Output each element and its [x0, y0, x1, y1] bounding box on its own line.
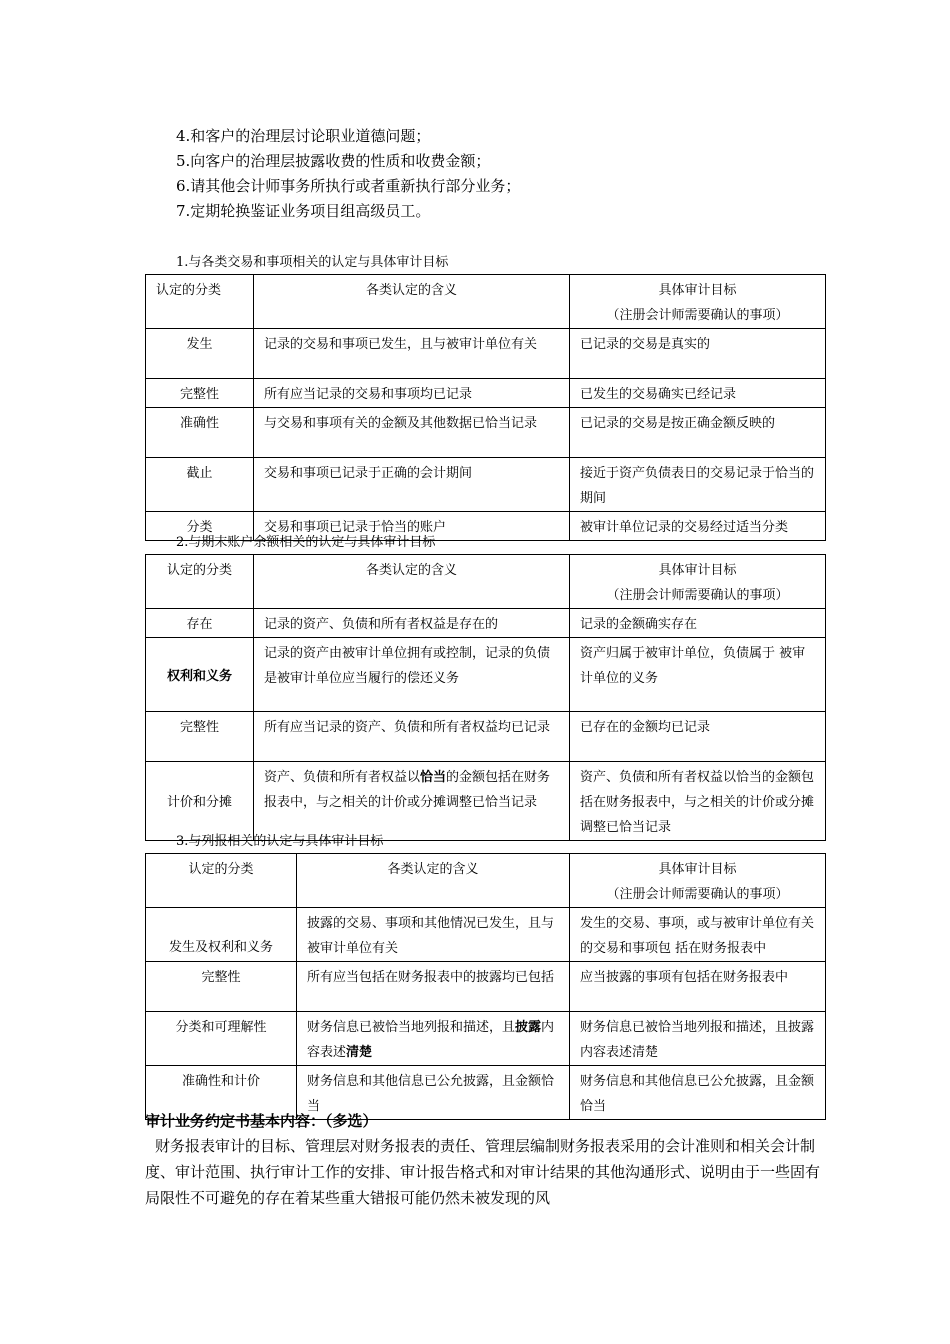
table-cell: 截止: [146, 458, 254, 512]
table-cell: 披露的交易、事项和其他情况已发生，且与被审计单位有关: [297, 908, 570, 962]
table-row: [146, 408, 826, 458]
table2-caption: 2.与期末账户余额相关的认定与具体审计目标: [176, 535, 436, 550]
table-row: [146, 908, 826, 962]
table-cell: 资产、负债和所有者权益以恰当的金额包括在财务报表中，与之相关的计价或分摊调整已恰当记录: [254, 762, 570, 841]
table-row: [146, 712, 826, 762]
table-cell: 完整性: [146, 962, 297, 1012]
table-cell: 与交易和事项有关的金额及其他数据已恰当记录: [254, 408, 570, 458]
table-cell: 完整性: [146, 379, 254, 408]
table-cell: 交易和事项已记录于恰当的账户: [254, 512, 570, 541]
table-cell: 接近于资产负债表日的交易记录于恰当的期间: [570, 458, 826, 512]
table-cell: 资产归属于被审计单位，负债属于 被审计单位的义务: [570, 638, 826, 712]
table-cell: 记录的金额确实存在: [570, 609, 826, 638]
header-cell: 具体审计目标 （注册会计师需要确认的事项）: [570, 275, 826, 329]
table3: [145, 853, 826, 1120]
list-item: 4.和客户的治理层讨论职业道德问题；: [176, 127, 431, 145]
table-row: [146, 379, 826, 408]
table-row: [146, 609, 826, 638]
table-row: [146, 458, 826, 512]
header-cell: 具体审计目标 （注册会计师需要确认的事项）: [570, 555, 826, 609]
header-cell: 认定的分类: [146, 275, 254, 329]
table-row: [146, 762, 826, 841]
table-cell: 完整性: [146, 712, 254, 762]
table-cell: 财务信息已被恰当地列报和描述，且披露内容表述清楚: [570, 1012, 826, 1066]
table1-caption: 1.与各类交易和事项相关的认定与具体审计目标: [176, 255, 449, 270]
table-cell: 存在: [146, 609, 254, 638]
table-cell: 已记录的交易是真实的: [570, 329, 826, 379]
table-cell: 所有应当记录的资产、负债和所有者权益均已记录: [254, 712, 570, 762]
table-cell: 分类和可理解性: [146, 1012, 297, 1066]
table-cell: 发生及权利和义务: [146, 908, 297, 962]
table-row: [146, 638, 826, 712]
table-cell: 所有应当包括在财务报表中的披露均已包括: [297, 962, 570, 1012]
table-cell: 准确性: [146, 408, 254, 458]
header-cell: 具体审计目标 （注册会计师需要确认的事项）: [570, 854, 826, 908]
table-cell: 发生的交易、事项，或与被审计单位有关的交易和事项包 括在财务报表中: [570, 908, 826, 962]
table-header-row: [146, 275, 826, 329]
header-cell: 认定的分类: [146, 555, 254, 609]
table-cell: 应当披露的事项有包括在财务报表中: [570, 962, 826, 1012]
table-row: [146, 329, 826, 379]
header-cell: 各类认定的含义: [297, 854, 570, 908]
numbered-list: [176, 124, 836, 224]
table-cell: 已记录的交易是按正确金额反映的: [570, 408, 826, 458]
table-cell: 发生: [146, 329, 254, 379]
table-cell: 准确性和计价: [146, 1066, 297, 1120]
table-cell: 分类: [146, 512, 254, 541]
table1: [145, 274, 826, 541]
header-cell: 认定的分类: [146, 854, 297, 908]
header-cell: 各类认定的含义: [254, 555, 570, 609]
body-paragraph: 财务报表审计的目标、管理层对财务报表的责任、管理层编制财务报表采用的会计准则和相关会计制度、审计范围、执行审计工作的安排、审计报告格式和对审计结果的其他沟通形式、说明由于一些固有局限性不可避免的存在着某些重大错报可能仍然未被发现的风: [145, 1137, 821, 1207]
section-title: 审计业务约定书基本内容：（多选）: [145, 1112, 378, 1130]
table-cell: 财务信息已被恰当地列报和描述，且披露内容表述清楚: [297, 1012, 570, 1066]
table-cell: 已发生的交易确实已经记录: [570, 379, 826, 408]
table-row: [146, 962, 826, 1012]
table-cell: 交易和事项已记录于正确的会计期间: [254, 458, 570, 512]
table2: [145, 554, 826, 841]
table-cell: 计价和分摊: [146, 762, 254, 841]
table-cell: 权利和义务: [146, 638, 254, 712]
list-item: 7.定期轮换鉴证业务项目组高级员工。: [176, 202, 431, 220]
table-cell: 已存在的金额均已记录: [570, 712, 826, 762]
table-cell: 资产、负债和所有者权益以恰当的金额包括在财务报表中，与之相关的计价或分摊调整已恰当记录: [570, 762, 826, 841]
table-header-row: [146, 555, 826, 609]
table-cell: 记录的资产由被审计单位拥有或控制，记录的负债是被审计单位应当履行的偿还义务: [254, 638, 570, 712]
table-cell: 财务信息和其他信息已公允披露，且金额恰当: [570, 1066, 826, 1120]
table-cell: 记录的资产、负债和所有者权益是存在的: [254, 609, 570, 638]
table-row: [146, 1012, 826, 1066]
table-cell: 所有应当记录的交易和事项均已记录: [254, 379, 570, 408]
table-cell: 被审计单位记录的交易经过适当分类: [570, 512, 826, 541]
table-header-row: [146, 854, 826, 908]
list-item: 5.向客户的治理层披露收费的性质和收费金额；: [176, 152, 491, 170]
table-cell: 记录的交易和事项已发生，且与被审计单位有关: [254, 329, 570, 379]
header-cell: 各类认定的含义: [254, 275, 570, 329]
table3-caption: 3.与列报相关的认定与具体审计目标: [176, 834, 384, 849]
table-cell: 财务信息和其他信息已公允披露，且金额恰当: [297, 1066, 570, 1120]
list-item: 6.请其他会计师事务所执行或者重新执行部分业务；: [176, 177, 521, 195]
